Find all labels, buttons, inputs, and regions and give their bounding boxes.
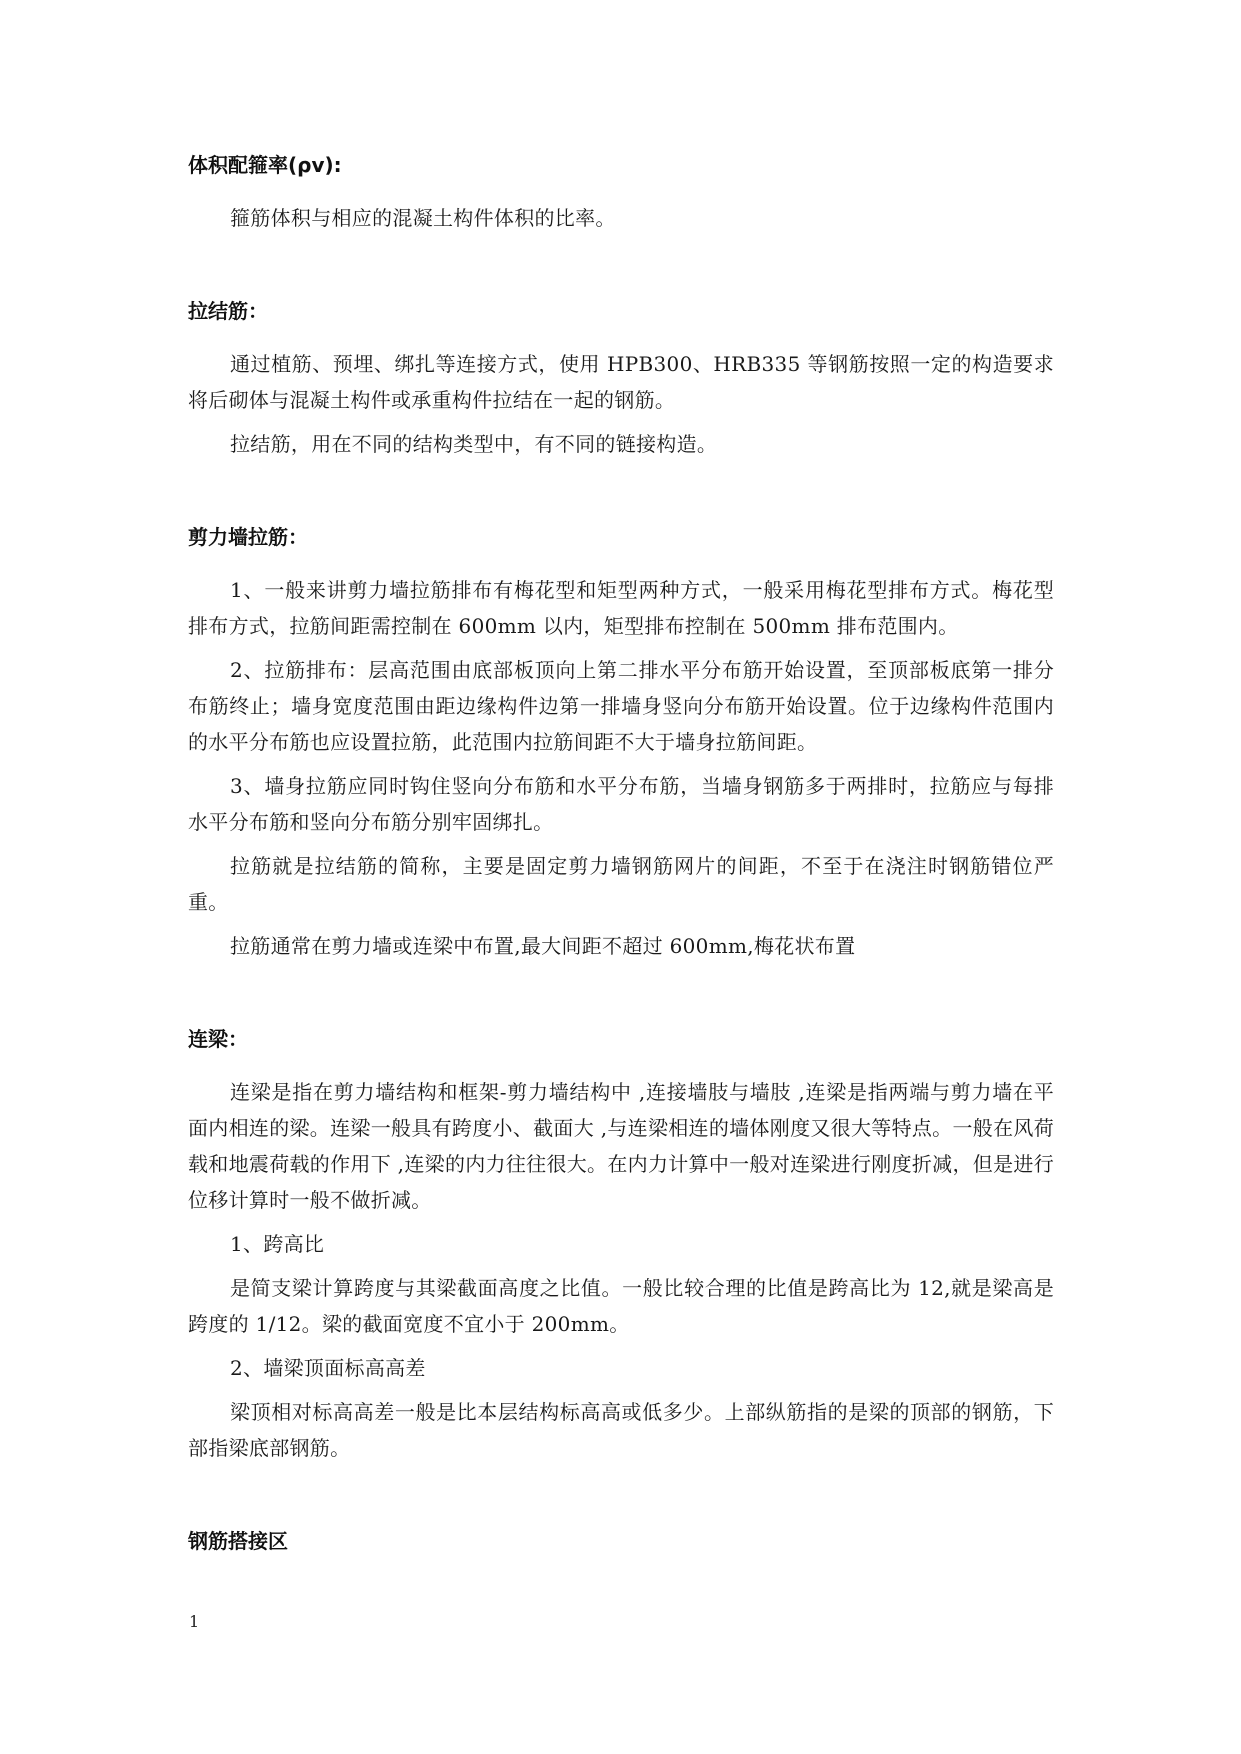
section-rebar-lap-zone [188, 1526, 1054, 1556]
page-number: 1 [189, 1612, 200, 1631]
paragraph: 1、跨高比 [230, 1232, 325, 1256]
paragraph: 2、墙梁顶面标高高差 [230, 1356, 426, 1380]
paragraph: 拉结筋，用在不同的结构类型中，有不同的链接构造。 [230, 432, 718, 456]
section-heading: 钢筋搭接区 [188, 1529, 288, 1553]
section-coupling-beam [188, 1024, 1054, 1466]
paragraph: 连梁是指在剪力墙结构和框架-剪力墙结构中 ,连接墙肢与墙肢 ,连梁是指两端与剪力墙在平面内相连的梁。连梁一般具有跨度小、截面大 ,与连梁相连的墙体刚度又很大等特点。一般在风荷载和地震荷载的作用下 ,连梁的内力往往很大。在内力计算中一般对连梁进行刚度折减，但是进行位移计算时一般不做折减。 [188, 1080, 1054, 1212]
section-heading: 体积配箍率(ρv): [188, 153, 342, 177]
paragraph: 箍筋体积与相应的混凝土构件体积的比率。 [230, 206, 616, 230]
paragraph: 梁顶相对标高高差一般是比本层结构标高高或低多少。上部纵筋指的是梁的顶部的钢筋，下部指梁底部钢筋。 [188, 1400, 1054, 1460]
section-heading: 剪力墙拉筋： [188, 525, 308, 549]
section-spacer [188, 972, 1054, 1024]
paragraph: 1、一般来讲剪力墙拉筋排布有梅花型和矩型两种方式，一般采用梅花型排布方式。梅花型排布方式，拉筋间距需控制在 600mm 以内，矩型排布控制在 500mm 排布范围内。 [188, 578, 1054, 638]
section-heading: 拉结筋： [188, 299, 268, 323]
section-spacer [188, 244, 1054, 296]
section-tie-bar [188, 296, 1054, 462]
document-body [188, 150, 1054, 1576]
section-volumetric-stirrup-ratio [188, 150, 1054, 236]
section-heading: 连梁： [188, 1027, 248, 1051]
paragraph: 3、墙身拉筋应同时钩住竖向分布筋和水平分布筋，当墙身钢筋多于两排时，拉筋应与每排水平分布筋和竖向分布筋分别牢固绑扎。 [188, 774, 1054, 834]
paragraph: 通过植筋、预埋、绑扎等连接方式，使用 HPB300、HRB335 等钢筋按照一定的构造要求将后砌体与混凝土构件或承重构件拉结在一起的钢筋。 [188, 352, 1054, 412]
paragraph: 拉筋通常在剪力墙或连梁中布置,最大间距不超过 600mm,梅花状布置 [230, 934, 856, 958]
paragraph: 2、拉筋排布：层高范围由底部板顶向上第二排水平分布筋开始设置，至顶部板底第一排分布筋终止；墙身宽度范围由距边缘构件边第一排墙身竖向分布筋开始设置。位于边缘构件范围内的水平分布筋也应设置拉筋，此范围内拉筋间距不大于墙身拉筋间距。 [188, 658, 1054, 754]
section-spacer [188, 1474, 1054, 1526]
paragraph: 拉筋就是拉结筋的简称，主要是固定剪力墙钢筋网片的间距，不至于在浇注时钢筋错位严重。 [188, 854, 1054, 914]
paragraph: 是简支梁计算跨度与其梁截面高度之比值。一般比较合理的比值是跨高比为 12,就是梁高是跨度的 1/12。梁的截面宽度不宜小于 200mm。 [188, 1276, 1054, 1336]
section-shear-wall-tie [188, 522, 1054, 964]
section-spacer [188, 470, 1054, 522]
